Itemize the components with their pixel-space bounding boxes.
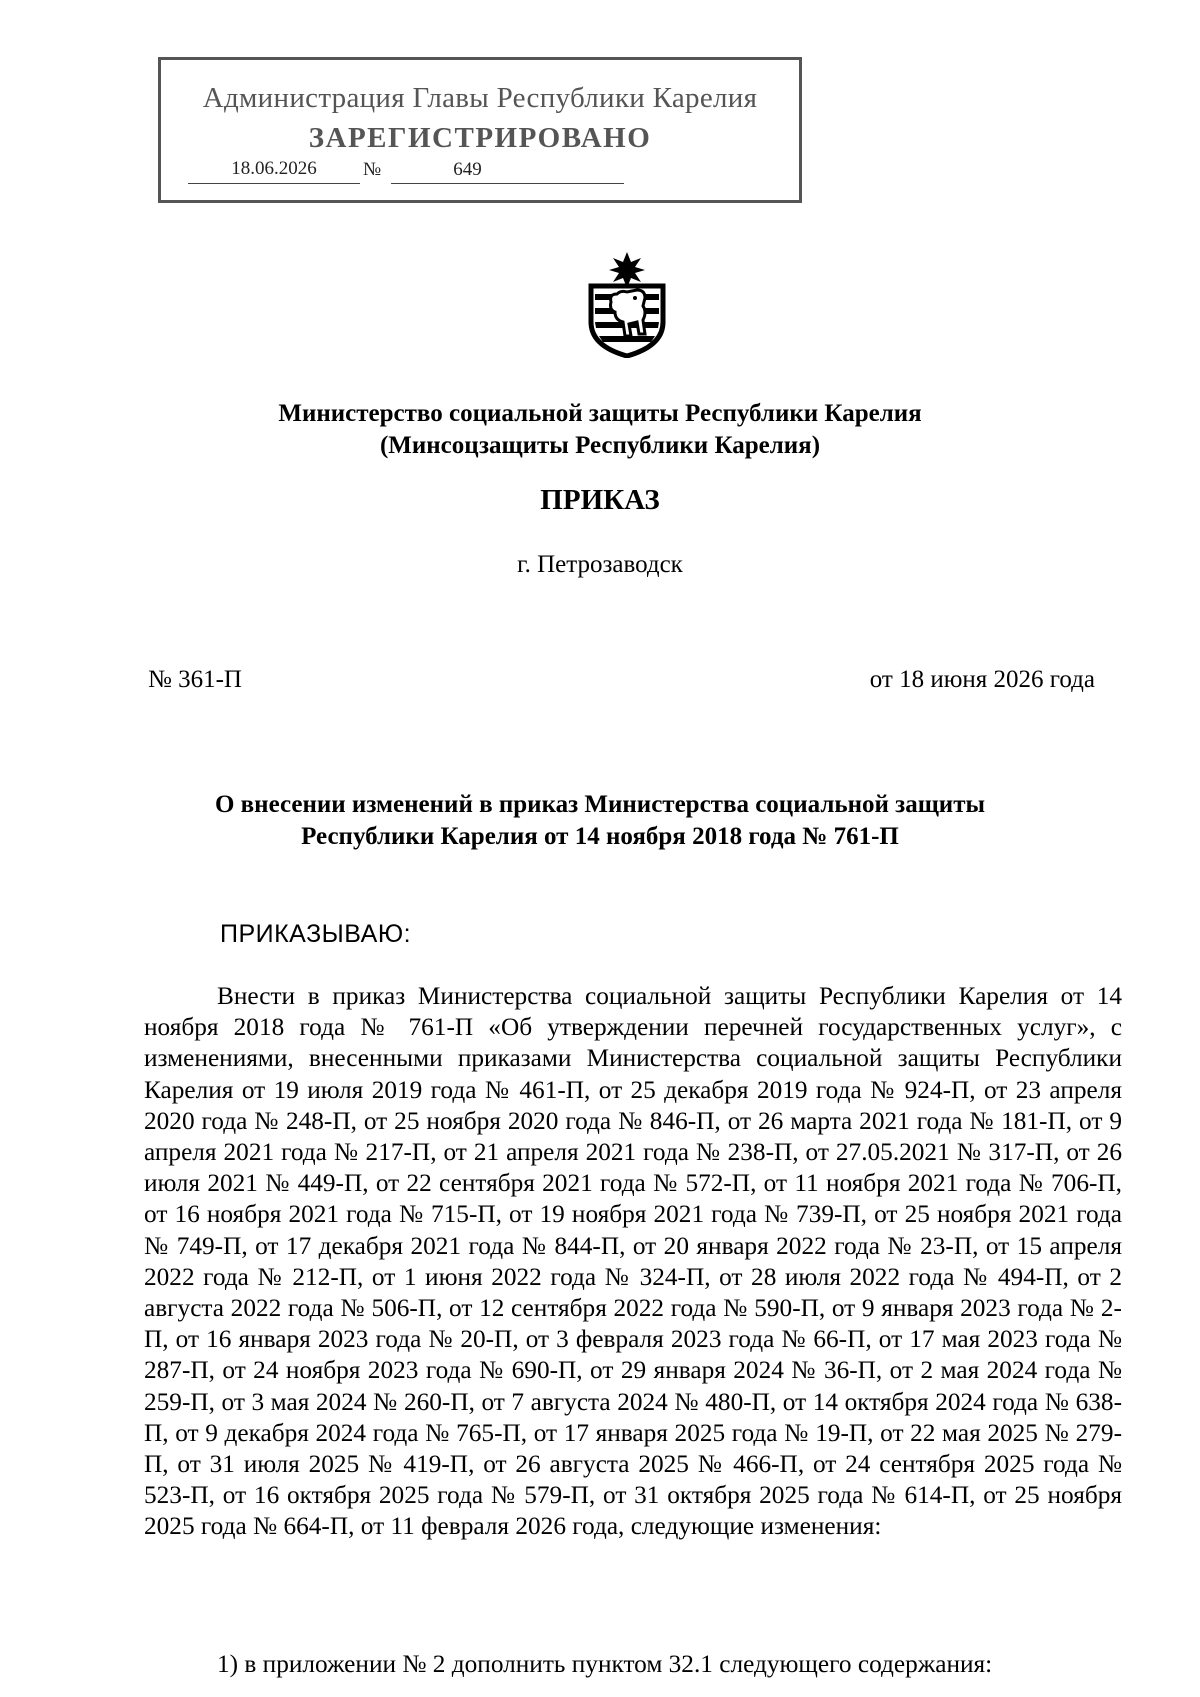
stamp-registered: ЗАРЕГИСТРИРОВАНО xyxy=(308,122,652,154)
stamp-number-sign: № xyxy=(363,159,382,180)
order-date: от 18 июня 2026 года xyxy=(869,666,1095,693)
karelia-coat-of-arms-icon xyxy=(585,250,669,358)
stamp-date: 18.06.2026 xyxy=(188,155,360,184)
city: г. Петрозаводск xyxy=(517,551,683,578)
command-word: ПРИКАЗЫВАЮ: xyxy=(220,920,412,948)
ministry-name-short: (Минсоцзащиты Республики Карелия) xyxy=(379,432,821,459)
registration-stamp xyxy=(158,57,802,203)
subject-line-2: Республики Карелия от 14 ноября 2018 года № 761-П xyxy=(301,823,899,850)
body-paragraph: Внести в приказ Министерства социальной защиты Республики Карелия от 14 ноября 2018 года № 761-П «Об утверждении перечней государственных услуг», с изменениями, внесенными приказами Министерства социальной защиты Республики Карелия от 19 июля 2019 года № 461-П, от 25 декабря 2019 года № 924-П, от 23 апреля 2020 года № 248-П, от 25 ноября 2020 года № 846-П, от 26 марта 2021 года № 181-П, от 9 апреля 2021 года № 217-П, от 21 апреля 2021 года № 238-П, от 27.05.2021 № 317-П, от 26 июля 2021 № 449-П, от 22 сентября 2021 года № 572-П, от 11 ноября 2021 года № 706-П, от 16 ноября 2021 года № 715-П, от 19 ноября 2021 года № 739-П, от 25 ноября 2021 года № 749-П, от 17 декабря 2021 года № 844-П, от 20 января 2022 года № 23-П, от 15 апреля 2022 года № 212-П, от 1 июня 2022 года № 324-П, от 28 июля 2022 года № 494-П, от 2 августа 2022 года № 506-П, от 12 сентября 2022 года № 590-П, от 9 января 2023 года № 2-П, от 16 января 2023 года № 20-П, от 3 февраля 2023 года № 66-П, от 17 мая 2023 года № 287-П, от 24 ноября 2023 года № 690-П, от 29 января 2024 № 36-П, от 2 мая 2024 года № 259-П, от 3 мая 2024 № 260-П, от 7 августа 2024 № 480-П, от 14 октября 2024 года № 638-П, от 9 декабря 2024 года № 765-П, от 17 января 2025 года № 19-П, от 22 мая 2025 № 279-П, от 31 июля 2025 № 419-П, от 26 августа 2025 № 466-П, от 24 сентября 2025 года № 523-П, от 16 октября 2025 года № 579-П, от 31 октября 2025 года № 614-П, от 25 ноября 2025 года № 664-П, от 11 февраля 2026 года, следующие изменения: xyxy=(144,982,1122,1541)
list-item: 1) в приложении № 2 дополнить пунктом 32.1 следующего содержания: xyxy=(217,1650,993,1678)
ministry-name xyxy=(0,398,1200,462)
stamp-title: Администрация Главы Республики Карелия xyxy=(202,82,758,114)
document-subject xyxy=(0,789,1200,853)
order-number: № 361-П xyxy=(148,666,242,693)
stamp-number: 649 xyxy=(391,156,624,184)
ministry-name-full: Министерство социальной защиты Республики Карелия xyxy=(278,400,922,427)
subject-line-1: О внесении изменений в приказ Министерства социальной защиты xyxy=(214,791,986,818)
document-type: ПРИКАЗ xyxy=(540,484,660,516)
